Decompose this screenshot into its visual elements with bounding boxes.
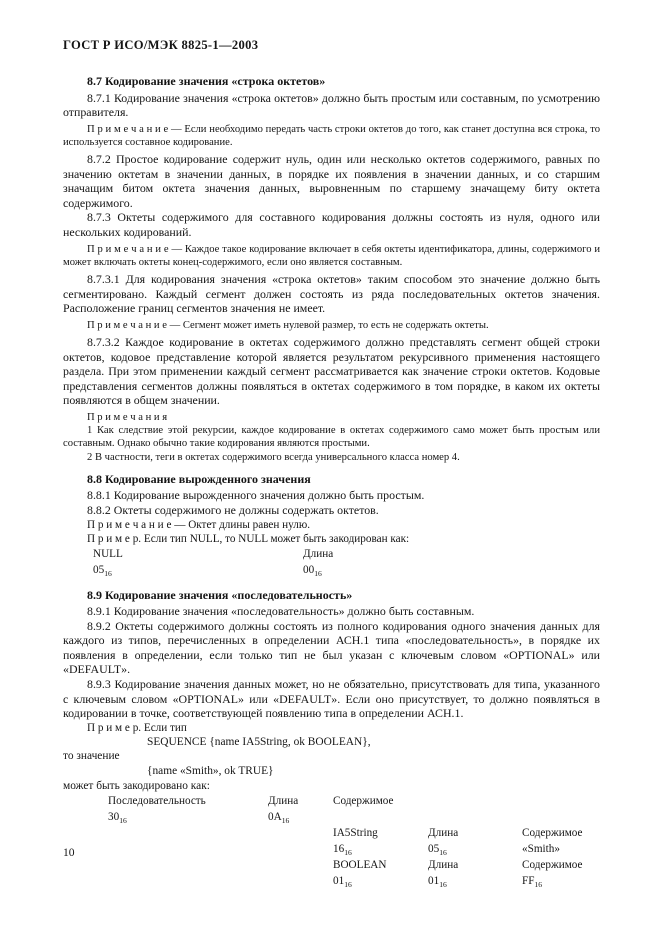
table-cell (333, 795, 393, 807)
example-text: может быть закодировано как: (63, 779, 210, 792)
hex-base-subscript: 16 (344, 848, 352, 858)
code-line: SEQUENCE {name IA5String, ok BOOLEAN}, (147, 735, 371, 748)
cell-text: Длина (268, 795, 299, 808)
cell-text: Содержимое (522, 859, 583, 872)
cell-text: Содержимое (333, 795, 394, 808)
cell-text: NULL (93, 547, 123, 560)
note: П р и м е ч а н и е — Сегмент может иметь нулевой размер, то есть не содержать октеты. (87, 319, 489, 331)
table-cell (303, 564, 322, 576)
table-cell (428, 875, 447, 890)
code-line: {name «Smith», ok TRUE} (147, 764, 274, 777)
table-cell (333, 843, 352, 858)
cell-text: 16 (333, 843, 345, 856)
table-row (63, 795, 600, 811)
paragraph: 8.9.3 Кодирование значения данных может, но не обязательно, присутствовать для типа, указанного с ключевым словом «OPTIONAL» или «DEFAULT». Если оно присутствует, то должно появляться в кодировании в точке, соответствующей появлению типа в определении АСН.1. (63, 676, 600, 721)
paragraph: 8.8.2 Октеты содержимого не должны содержать октетов. (87, 502, 379, 517)
cell-text: 05 (93, 563, 105, 576)
hex-base-subscript: 16 (314, 568, 322, 578)
cell-text: IA5String (333, 827, 378, 840)
notes-header: П р и м е ч а н и я (87, 412, 168, 424)
table-cell (333, 827, 378, 839)
cell-text: Содержимое (522, 827, 583, 840)
cell-text: 01 (333, 875, 345, 888)
note: П р и м е ч а н и е — Если необходимо передать часть строки октетов до того, как станет доступна вся строка, то используется составное кодирование. (63, 123, 600, 148)
table-cell (522, 859, 582, 871)
table-cell (522, 827, 582, 839)
sequence-encoding-table (63, 795, 600, 891)
document-body (63, 74, 600, 891)
table-cell (333, 875, 352, 890)
table-row (63, 827, 600, 843)
hex-base-subscript: 16 (534, 880, 543, 890)
table-cell (93, 548, 123, 560)
paragraph: 8.9.1 Кодирование значения «последовательность» должно быть составным. (87, 604, 475, 619)
note-item: 1 Как следствие этой рекурсии, каждое кодирование в октетах содержимого само может быть простым или составным. Однако обычно такие кодирования являются простыми. (63, 425, 600, 450)
hex-base-subscript: 16 (439, 880, 447, 890)
example-intro: П р и м е р. Если тип (87, 721, 187, 734)
table-row (63, 859, 600, 875)
cell-text: «Smith» (522, 843, 560, 856)
section-heading: 8.8 Кодирование вырожденного значения (87, 471, 311, 486)
hex-base-subscript: 16 (281, 816, 290, 826)
cell-text: Длина (428, 827, 459, 840)
table-cell (268, 811, 290, 826)
table-row (63, 843, 600, 859)
cell-text: BOOLEAN (333, 859, 387, 872)
cell-text: 01 (428, 875, 440, 888)
section-heading: 8.9 Кодирование значения «последовательность» (87, 587, 353, 602)
cell-text: 0A (268, 811, 282, 824)
cell-text: FF (522, 875, 535, 888)
section-heading: 8.7 Кодирование значения «строка октетов» (87, 74, 326, 88)
cell-text: Длина (428, 859, 459, 872)
table-row (63, 875, 600, 891)
page-number: 10 (63, 846, 75, 859)
paragraph: 8.9.2 Октеты содержимого должны состоять из полного кодирования одного значения данных для каждого из типов, перечисленных в определении АСН.1 типа «последовательность», в порядке их появления в определении, если только тип не был указан с ключевым словом «OPTIONAL» или «DEFAULT». (63, 618, 600, 677)
example-text: то значение (63, 750, 120, 763)
table-cell (428, 843, 447, 858)
example-intro: П р и м е р. Если тип NULL, то NULL может быть закодирован как: (87, 532, 410, 545)
paragraph: 8.7.3 Октеты содержимого для составного кодирования должны состоять из нуля, одного или нескольких кодирований. (63, 210, 600, 240)
paragraph: 8.7.1 Кодирование значения «строка октетов» должно быть простым или составным, по усмотрению отправителя. (63, 90, 600, 120)
hex-base-subscript: 16 (119, 816, 127, 826)
table-cell (333, 859, 386, 871)
table-row (63, 548, 600, 564)
table-row (63, 811, 600, 827)
table-cell (108, 795, 206, 807)
note: П р и м е ч а н и е — Каждое такое кодирование включает в себя октеты идентификатора, длины, содержимого и может включать октеты конец-содержимого, если оно является составным. (63, 243, 600, 268)
table-cell (428, 859, 458, 871)
cell-text: Последовательность (108, 795, 206, 808)
table-cell (522, 875, 543, 890)
paragraph: 8.7.3.2 Каждое кодирование в октетах содержимого должно представлять сегмент общей строки октетов, кодовое представление которой является результатом рекурсивного применения настоящего раздела. При этом применении каждый сегмент рассматривается как значение строки октетов. Кодовые представления сегментов должны появляться в октетах содержимого в том порядке, в каком их октеты появляются в общем значении. (63, 335, 600, 408)
table-cell (303, 548, 333, 560)
hex-base-subscript: 16 (439, 848, 447, 858)
cell-text: 00 (303, 563, 315, 576)
hex-base-subscript: 16 (344, 880, 352, 890)
hex-base-subscript: 16 (104, 568, 112, 578)
paragraph: 8.7.2 Простое кодирование содержит нуль, один или несколько октетов содержимого, равных по значению октетам в значении данных, в порядке их появления в значении данных, и со старшим значащим битом октета значения данных, выровненным по старшему значащему биту октета содержимого. (63, 152, 600, 210)
page-content (63, 38, 600, 895)
cell-text: Длина (303, 547, 334, 560)
table-cell (522, 843, 560, 855)
note-item: 2 В частности, теги в октетах содержимого всегда универсального класса номер 4. (87, 451, 460, 463)
paragraph: 8.8.1 Кодирование вырожденного значения должно быть простым. (87, 488, 425, 503)
table-row (63, 564, 600, 580)
document-title: ГОСТ Р ИСО/МЭК 8825-1—2003 (63, 38, 259, 52)
table-cell (108, 811, 127, 826)
table-cell (428, 827, 458, 839)
cell-text: 30 (108, 811, 120, 824)
paragraph: 8.7.3.1 Для кодирования значения «строка октетов» таким способом это значение должно быть сегментировано. Каждый сегмент должен состоять из ряда последовательных октетов значения. Расположение границ сегментов значения не имеет. (63, 272, 600, 316)
table-cell (268, 795, 298, 807)
null-encoding-table (63, 548, 600, 580)
table-cell (93, 564, 112, 576)
example-intro: П р и м е ч а н и е — Октет длины равен нулю. (87, 518, 311, 531)
cell-text: 05 (428, 843, 440, 856)
